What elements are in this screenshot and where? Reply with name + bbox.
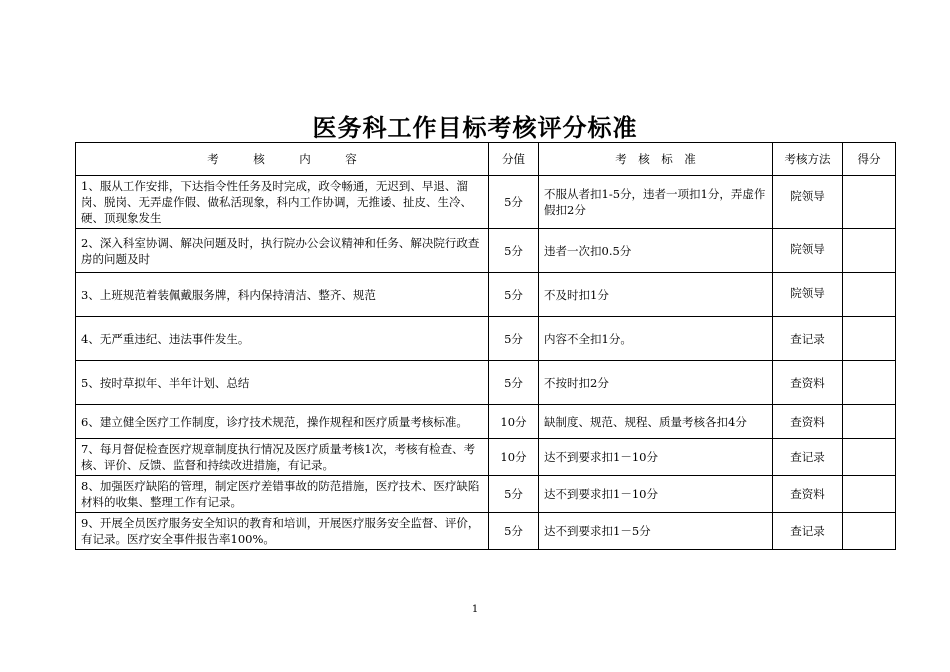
row-got[interactable]: [843, 361, 896, 405]
row-content: 7、每月督促检查医疗规章制度执行情况及医疗质量考核1次，考核有检查、考核、评价、反馈、监督和持续改进措施，有记录。: [76, 439, 489, 476]
row-method: 查记录: [773, 513, 843, 550]
row-score: 10分: [489, 405, 539, 439]
page-number: 1: [471, 604, 479, 615]
row-method: 院领导: [773, 176, 843, 229]
row-content: 9、开展全员医疗服务安全知识的教育和培训，开展医疗服务安全监督、评价，有记录。医疗安全事件报告率100%。: [76, 513, 489, 550]
document-title: 医务科工作目标考核评分标准: [312, 114, 638, 142]
row-score: 5分: [489, 229, 539, 273]
row-method: 查资料: [773, 476, 843, 513]
table-row: [76, 361, 896, 405]
row-score: 5分: [489, 361, 539, 405]
table-row: [76, 476, 896, 513]
row-got[interactable]: [843, 176, 896, 229]
row-score: 5分: [489, 176, 539, 229]
row-content: 8、加强医疗缺陷的管理，制定医疗差错事故的防范措施，医疗技术、医疗缺陷材料的收集、整理工作有记录。: [76, 476, 489, 513]
header-got: 得分: [843, 143, 896, 176]
row-standard: 违者一次扣0.5分: [539, 229, 773, 273]
row-content: 6、建立健全医疗工作制度，诊疗技术规范，操作规程和医疗质量考核标准。: [76, 405, 489, 439]
row-method: 查记录: [773, 317, 843, 361]
row-score: 10分: [489, 439, 539, 476]
row-content: 4、无严重违纪、违法事件发生。: [76, 317, 489, 361]
row-standard: 不按时扣2分: [539, 361, 773, 405]
table-row: [76, 176, 896, 229]
row-standard: 达不到要求扣1－10分: [539, 439, 773, 476]
table-header-row: [76, 143, 896, 176]
row-content: 2、深入科室协调、解决问题及时，执行院办公会议精神和任务、解决院行政查房的问题及时: [76, 229, 489, 273]
row-content: 3、上班规范着装佩戴服务牌，科内保持清洁、整齐、规范: [76, 273, 489, 317]
row-score: 5分: [489, 476, 539, 513]
table-row: [76, 273, 896, 317]
row-standard: 不服从者扣1-5分，违者一项扣1分，弄虚作假扣2分: [539, 176, 773, 229]
row-got[interactable]: [843, 405, 896, 439]
row-content: 1、服从工作安排，下达指令性任务及时完成，政令畅通，无迟到、早退、溜岗、脱岗、无弄虚作假、做私活现象，科内工作协调，无推诿、扯皮、生冷、硬、顶现象发生: [76, 176, 489, 229]
header-standard: 考 核 标 准: [539, 143, 773, 176]
row-got[interactable]: [843, 476, 896, 513]
row-standard: 内容不全扣1分。: [539, 317, 773, 361]
row-standard: 达不到要求扣1－5分: [539, 513, 773, 550]
row-content: 5、按时草拟年、半年计划、总结: [76, 361, 489, 405]
row-score: 5分: [489, 317, 539, 361]
row-got[interactable]: [843, 229, 896, 273]
row-got[interactable]: [843, 273, 896, 317]
assessment-table: [75, 142, 896, 550]
row-standard: 达不到要求扣1－10分: [539, 476, 773, 513]
header-content: 考 核 内 容: [76, 143, 489, 176]
row-method: 查资料: [773, 405, 843, 439]
row-got[interactable]: [843, 513, 896, 550]
row-got[interactable]: [843, 317, 896, 361]
header-score: 分值: [489, 143, 539, 176]
table-row: [76, 229, 896, 273]
row-got[interactable]: [843, 439, 896, 476]
row-standard: 缺制度、规范、规程、质量考核各扣4分: [539, 405, 773, 439]
row-method: 院领导: [773, 273, 843, 317]
header-method: 考核方法: [773, 143, 843, 176]
row-method: 查资料: [773, 361, 843, 405]
table-row: [76, 317, 896, 361]
row-standard: 不及时扣1分: [539, 273, 773, 317]
row-score: 5分: [489, 513, 539, 550]
row-method: 院领导: [773, 229, 843, 273]
table-row: [76, 405, 896, 439]
table-row: [76, 439, 896, 476]
row-score: 5分: [489, 273, 539, 317]
table-row: [76, 513, 896, 550]
row-method: 查记录: [773, 439, 843, 476]
